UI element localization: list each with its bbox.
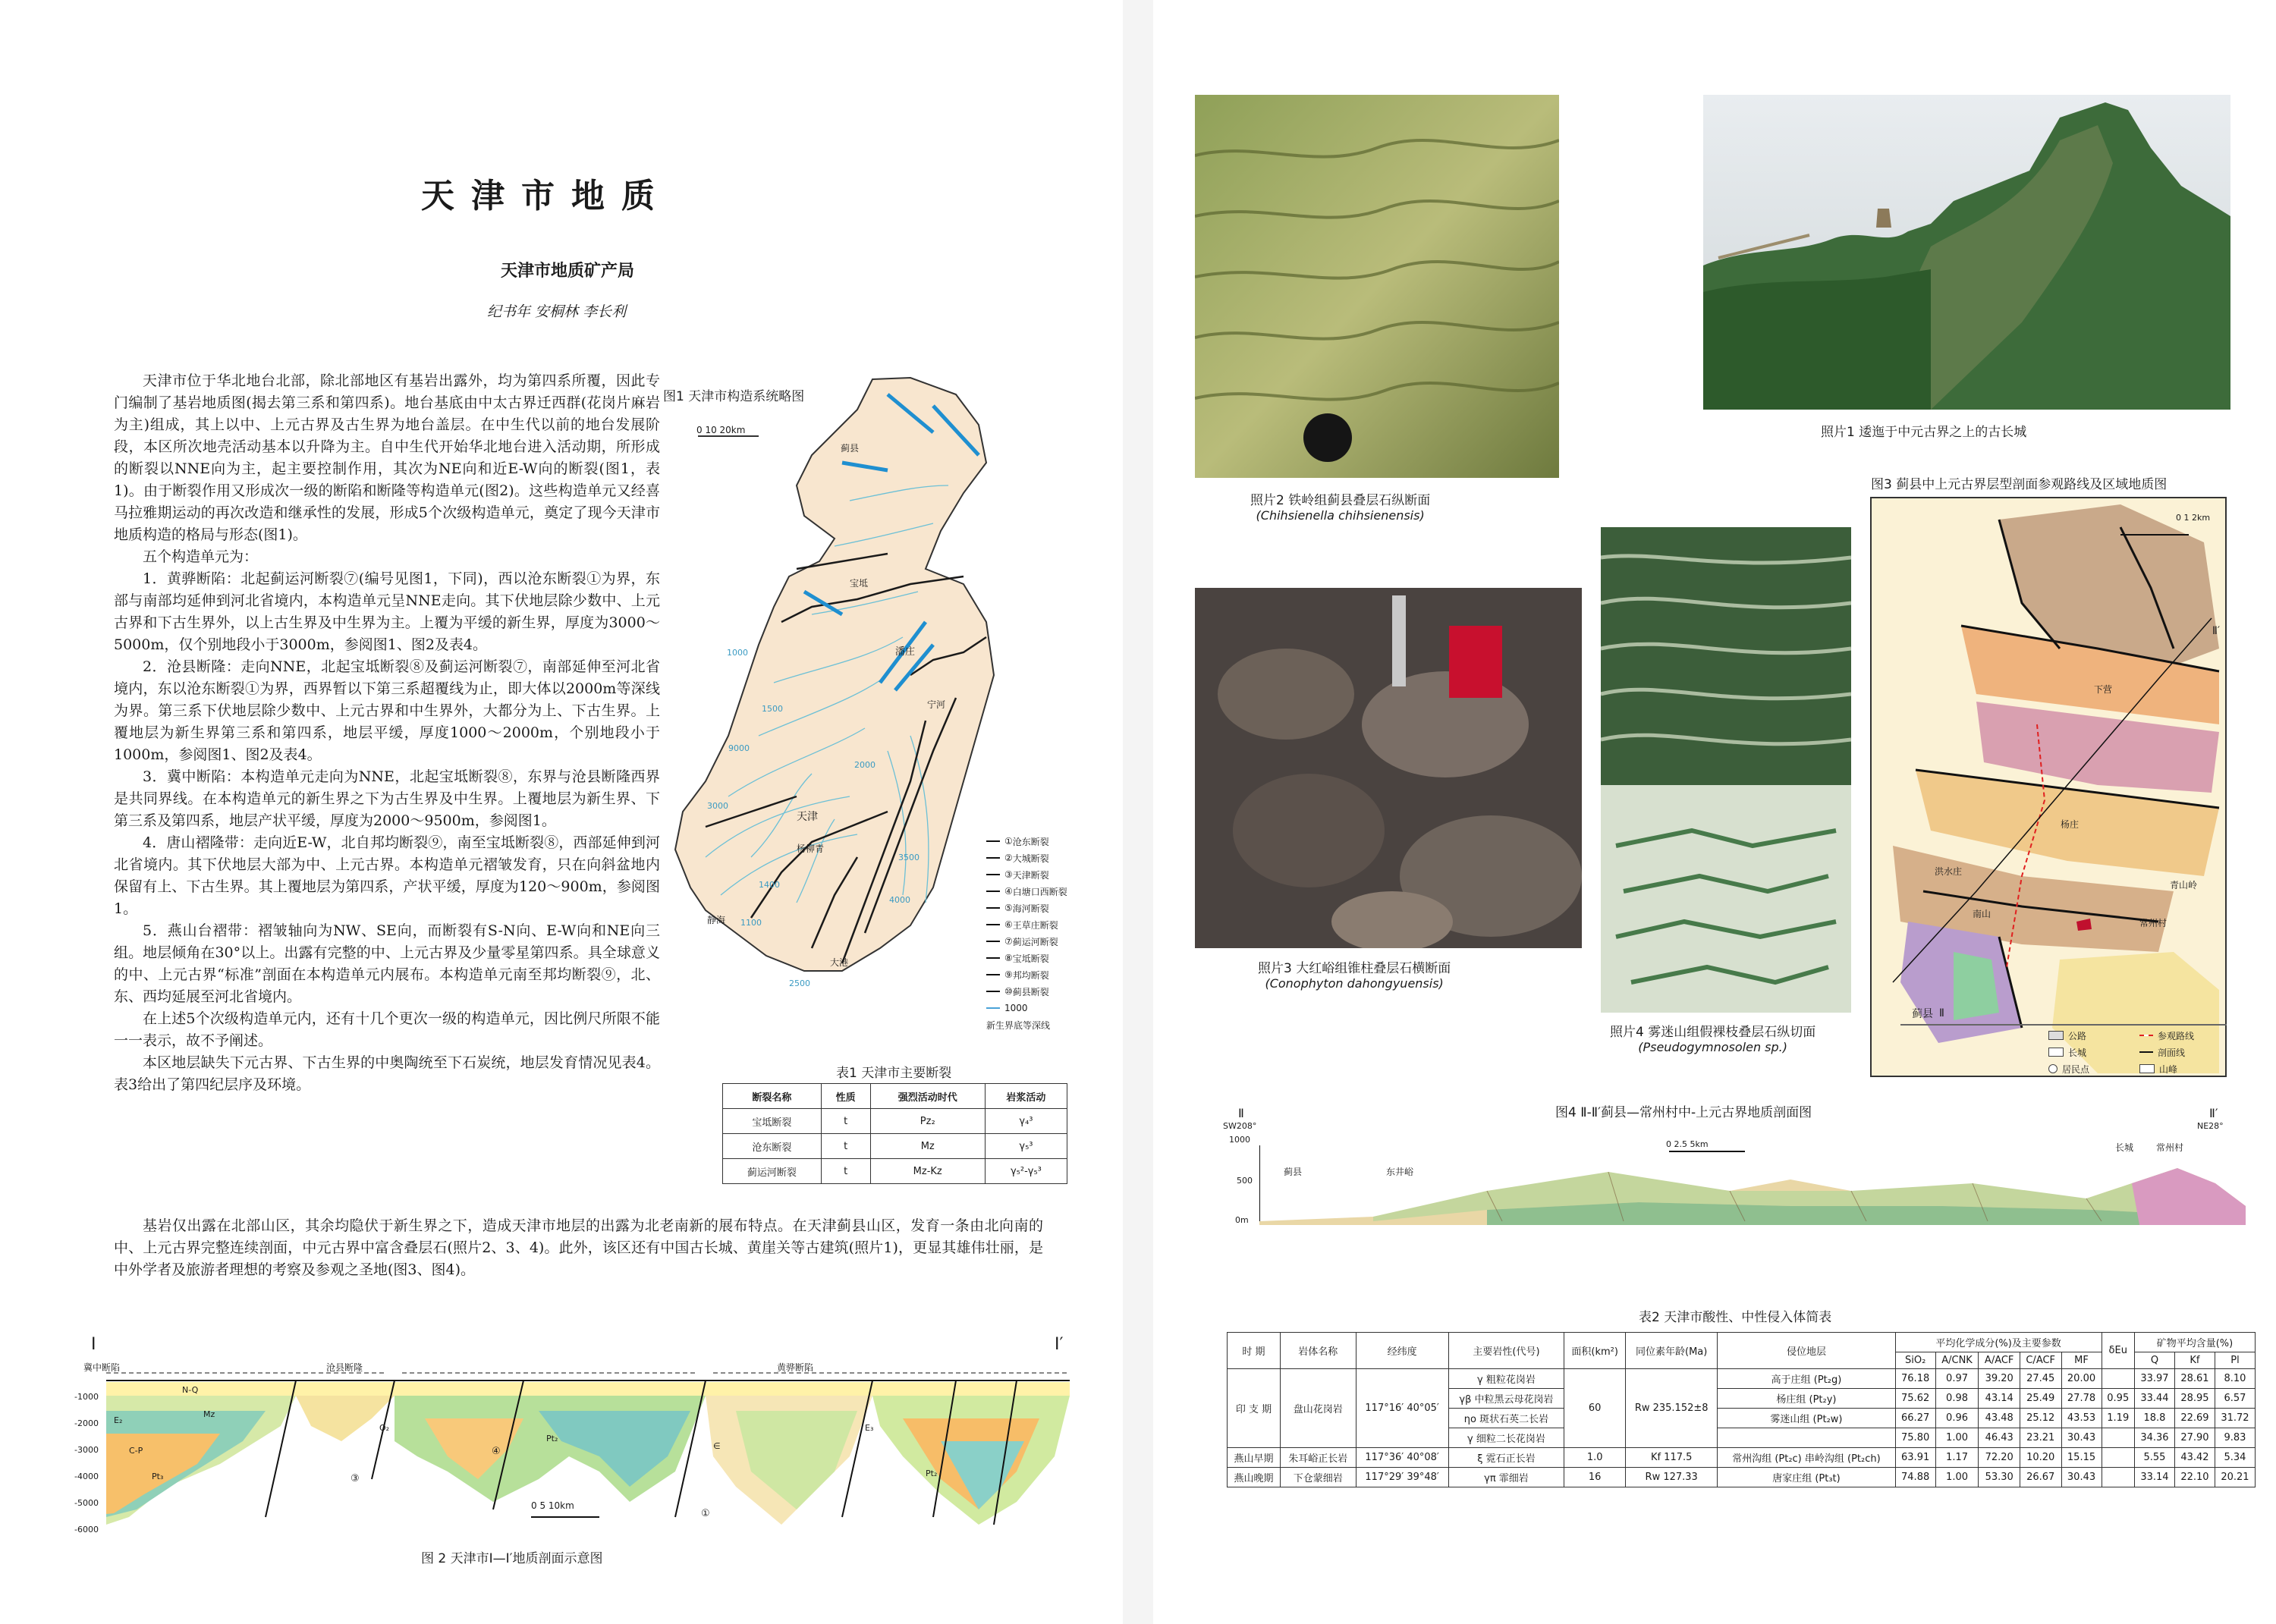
fig2-unit: 冀中断陷 [83, 1362, 121, 1373]
legend-label: 宝坻断裂 [1012, 953, 1049, 964]
table-cell: 39.20 [1979, 1369, 2020, 1389]
table-cell: 1.0 [1564, 1448, 1626, 1468]
legend-item [2139, 1060, 2223, 1077]
table-subheader: SiO₂ [1895, 1352, 1935, 1369]
fig4-title: 图4 Ⅱ-Ⅱ′蓟县—常州村中-上元古界地质剖面图 [1555, 1105, 1812, 1120]
legend-num: ⑥ [1004, 919, 1013, 930]
table-cell: γπ 霏细岩 [1448, 1468, 1564, 1487]
paragraph: 2．沧县断隆：走向NNE，北起宝坻断裂⑧及蓟运河断裂⑦，南部延伸至河北省境内，东以沧东断裂①为界，西界暂以下第三系超覆线为止，即大体以2000m等深线为界。第三系下伏地层除少数中、上元古界和中生界外，大都分为上、下古生界。上覆地层为新生界第三系和第四系，地层平缓，厚度1000～2000m，个别地段小于1000m，参阅图1、图2及表4。 [114, 658, 660, 763]
table-header: 面积(km²) [1564, 1333, 1626, 1369]
legend-label: 长城 [2068, 1047, 2087, 1058]
body-column [114, 370, 660, 1096]
fig3-place: 下营 [2094, 684, 2113, 695]
legend-item [986, 983, 1070, 1000]
fig2-label: O₂ [379, 1423, 390, 1433]
left-page [0, 0, 1123, 1624]
fig4-section [1259, 1138, 2246, 1236]
table-header: 矿物平均含量(%) [2134, 1333, 2255, 1352]
legend-label: 王草庄断裂 [1012, 919, 1058, 931]
table-cell [2102, 1468, 2134, 1487]
table-cell: 27.78 [2061, 1389, 2102, 1409]
legend-num: ② [1004, 853, 1013, 863]
table-cell: 23.21 [2020, 1428, 2061, 1448]
fig2-label: N-Q [182, 1385, 199, 1395]
table-cell: 75.80 [1895, 1428, 1935, 1448]
fig4-end-right: Ⅱ′ [2209, 1106, 2218, 1120]
table-cell: 燕山早期 [1228, 1448, 1281, 1468]
table-subheader: MF [2061, 1352, 2102, 1369]
table-cell: 76.18 [1895, 1369, 1935, 1389]
table-cell: 唐家庄组 (Pt₃t) [1718, 1468, 1895, 1487]
table-cell: γ 粗粒花岗岩 [1448, 1369, 1564, 1389]
paragraph: 天津市位于华北地台北部，除北部地区有基岩出露外，均为第四系所覆，因此专门编制了基岩地质图(揭去第三系和第四系)。地台基底由中太古界迁西群(花岗片麻岩为主)组成，其上以中、上元古界及古生界为地台盖层。在中生代以前的地台发展阶段，本区所次地壳活动基本以升降为主。自中生代开始华北地台进入活动期，所形成的断裂以NNE向为主，起主要控制作用，其次为NE向和近E-W向的断裂(图1，表1)。由于断裂作用又形成次一级的断陷和断隆等构造单元(图2)。这些构造单元又经喜马拉雅期运动的再次改造和继承性的发展，形成5个次级构造单元，奠定了现今天津市地质构造的格局与形态(图1)。 [114, 372, 660, 543]
table-cell: 常州沟组 (Pt₂c) 串岭沟组 (Pt₂ch) [1718, 1448, 1895, 1468]
fig1-place: 宝坻 [850, 578, 869, 589]
table-cell: 盘山花岗岩 [1280, 1369, 1356, 1448]
table-cell: Mz-Kz [870, 1159, 985, 1184]
fig3-place: 南山 [1973, 909, 1992, 919]
swatch [986, 924, 1000, 925]
fig4-y-tick: 500 [1237, 1176, 1253, 1186]
table2 [1227, 1332, 2256, 1487]
fig4-place: 常州村 [2156, 1142, 2184, 1153]
table-cell: 宝坻断裂 [723, 1109, 822, 1134]
legend-item [2139, 1044, 2223, 1060]
table-cell: 高于庄组 (Pt₂g) [1718, 1369, 1895, 1389]
legend-item [986, 950, 1070, 966]
table-subheader: C/ACF [2020, 1352, 2061, 1369]
legend-item [986, 850, 1070, 866]
table-cell: γβ 中粒黑云母花岗岩 [1448, 1389, 1564, 1409]
fig2-fault-num: ④ [492, 1446, 501, 1457]
photo3-image [1195, 588, 1582, 948]
table-cell: Kf 117.5 [1626, 1448, 1718, 1468]
fig4-azi-right: NE28° [2197, 1121, 2224, 1131]
fig3-title: 图3 蓟县中上元古界层型剖面参观路线及区域地质图 [1871, 477, 2168, 492]
table-cell: 30.43 [2061, 1468, 2102, 1487]
fig2-label: C-P [129, 1446, 143, 1456]
fig2-label: Pt₂ [546, 1434, 558, 1443]
table-cell: 9.83 [2215, 1428, 2255, 1448]
table-subheader: A/ACF [1979, 1352, 2020, 1369]
fig1-place: 潘庄 [895, 646, 916, 658]
table-cell: 1.17 [1935, 1448, 1979, 1468]
swatch [986, 857, 1000, 859]
photo1-image [1703, 95, 2230, 410]
table-cell: 28.95 [2174, 1389, 2215, 1409]
table-cell: 燕山晚期 [1228, 1468, 1281, 1487]
table-cell: γ₄³ [985, 1109, 1067, 1134]
table1-caption: 表1 天津市主要断裂 [836, 1066, 952, 1081]
fig2-fault-num: ① [701, 1508, 710, 1519]
table-subheader: A/CNK [1935, 1352, 1979, 1369]
table-cell: 53.30 [1979, 1468, 2020, 1487]
table-cell: γ 细粒二长花岗岩 [1448, 1428, 1564, 1448]
fig1-place: 蓟县 [841, 443, 860, 454]
table-header: 经纬度 [1356, 1333, 1448, 1369]
swatch [2048, 1031, 2064, 1040]
table-row [723, 1159, 1067, 1184]
table-cell: 1.00 [1935, 1428, 1979, 1448]
article-authors: 纪书年 安桐林 李长利 [487, 303, 627, 320]
paragraph: 1．黄骅断陷：北起蓟运河断裂⑦(编号见图1，下同)，西以沧东断裂①为界，东部与南部均延伸到河北省境内，本构造单元呈NNE走向。其下伏地层除少数中、上元古界和下古生界外，以上古生界及中生界为主。上覆为平缓的新生界，厚度为3000～5000m，仅个别地段小于3000m，参阅图1、图2及表4。 [114, 570, 660, 653]
table-cell: 60 [1564, 1369, 1626, 1448]
table-cell: ξ 霓石正长岩 [1448, 1448, 1564, 1468]
photo1-caption: 照片1 逶迤于中元古界之上的古长城 [1821, 425, 2027, 440]
swatch [986, 974, 1000, 975]
swatch [986, 1007, 1000, 1009]
fig2-depth-tick: -6000 [74, 1525, 99, 1534]
fig3-place: 青山岭 [2170, 880, 2198, 891]
table-header: 同位素年龄(Ma) [1626, 1333, 1718, 1369]
table-cell: 0.96 [1935, 1409, 1979, 1428]
fig1-place: 天津 [797, 811, 818, 823]
legend-label: 参观路线 [2158, 1030, 2195, 1041]
table-cell: 20.21 [2215, 1468, 2255, 1487]
table-cell: 66.27 [1895, 1409, 1935, 1428]
legend-item [2048, 1027, 2132, 1044]
fig2-depth-tick: -4000 [74, 1472, 99, 1481]
table-header: 侵位地层 [1718, 1333, 1895, 1369]
table-cell: 1.00 [1935, 1468, 1979, 1487]
table-cell: 28.61 [2174, 1369, 2215, 1389]
fig3-legend [2048, 1027, 2223, 1077]
fig2-depth-tick: -3000 [74, 1445, 99, 1455]
photo3-title: 照片3 大红峪组锥柱叠层石横断面 [1258, 961, 1451, 976]
table-cell: 63.91 [1895, 1448, 1935, 1468]
fig3-place: 常州村 [2139, 918, 2168, 928]
table-subheader: Q [2134, 1352, 2174, 1369]
table-cell: γ₅²-γ₅³ [985, 1159, 1067, 1184]
legend-label: 白塘口西断裂 [1012, 886, 1067, 897]
fig2-label: Mz [203, 1409, 215, 1419]
table-subheader: Pl [2215, 1352, 2255, 1369]
table-cell: 22.69 [2174, 1409, 2215, 1428]
table-cell: 15.15 [2061, 1448, 2102, 1468]
fig1-contour-label: 1400 [759, 880, 780, 890]
table-cell: 27.90 [2174, 1428, 2215, 1448]
fig4-place: 东井峪 [1386, 1167, 1414, 1177]
legend-label: 蓟县断裂 [1012, 986, 1049, 997]
fig4-end-left: Ⅱ [1238, 1106, 1244, 1120]
fig2-end-right: Ⅰ′ [1055, 1335, 1064, 1354]
table-cell: 43.42 [2174, 1448, 2215, 1468]
table-header: δEu [2102, 1333, 2134, 1369]
legend-label: 1000 [1004, 1003, 1028, 1013]
table-header: 岩浆活动 [985, 1084, 1067, 1109]
swatch [986, 874, 1000, 875]
table-cell: 33.44 [2134, 1389, 2174, 1409]
fig1-scale: 0 10 20km [696, 425, 746, 435]
table-cell: 31.72 [2215, 1409, 2255, 1428]
legend-label: 邦均断裂 [1012, 969, 1049, 981]
fig3-section-end: Ⅱ′ [2212, 625, 2221, 637]
paragraph: 基岩仅出露在北部山区，其余均隐伏于新生界之下，造成天津市地层的出露为北老南新的展布特点。在天津蓟县山区，发育一条由北向南的中、上元古界完整连续剖面，中元古界中富含叠层石(照片2、3、4)。此外，该区还有中国古长城、黄崖关等古建筑(照片1)，更显其雄伟壮丽，是中外学者及旅游者理想的考察及参观之圣地(图3、图4)。 [114, 1217, 1043, 1278]
legend-num: ③ [1004, 869, 1013, 880]
table-subheader: Kf [2174, 1352, 2215, 1369]
swatch [2139, 1064, 2155, 1073]
photo3-latin: (Conophyton dahongyuensis) [1265, 976, 1444, 991]
paragraph: 五个构造单元为： [143, 548, 259, 565]
legend-label: 公路 [2068, 1030, 2087, 1041]
fig1-contour-label: 9000 [728, 743, 750, 753]
table-cell: 18.8 [2134, 1409, 2174, 1428]
legend-label: 居民点 [2062, 1063, 2090, 1075]
legend-item [2048, 1044, 2132, 1060]
table-cell: 26.67 [2020, 1468, 2061, 1487]
fig2-depth-tick: -2000 [74, 1418, 99, 1428]
table2-caption: 表2 天津市酸性、中性侵入体简表 [1639, 1310, 1832, 1325]
legend-num: ① [1004, 836, 1013, 847]
table-cell: 33.14 [2134, 1468, 2174, 1487]
swatch [986, 941, 1000, 942]
fig3-place: 洪水庄 [1935, 866, 1963, 877]
paragraph: 在上述5个次级构造单元内，还有十几个更次一级的构造单元，因比例尺所限不能一一表示，故不予阐述。 [114, 1010, 660, 1049]
fig2-caption: 图 2 天津市Ⅰ—Ⅰ′地质剖面示意图 [421, 1551, 603, 1566]
fig4-y-tick: 0m [1235, 1215, 1249, 1225]
paragraph: 4．唐山褶隆带：走向近E-W，北自邦均断裂⑨，南至宝坻断裂⑧，西部延伸到河北省境内。其下伏地层大部为中、上元古界。本构造单元褶皱发育，只在向斜盆地内保留有上、下古生界。其上覆地层为第四系，产状平缓，厚度为120～900m，参阅图1。 [114, 834, 660, 917]
swatch [2048, 1064, 2058, 1073]
table-cell: 117°36′ 40°08′ [1356, 1448, 1448, 1468]
table-cell: 0.95 [2102, 1389, 2134, 1409]
table-cell: 27.45 [2020, 1369, 2061, 1389]
photo4-title: 照片4 雾迷山组假裸枝叠层石纵切面 [1610, 1025, 1816, 1040]
legend-label: 大城断裂 [1012, 853, 1049, 864]
swatch [2139, 1051, 2153, 1053]
table-cell: 30.43 [2061, 1428, 2102, 1448]
table-cell [2102, 1448, 2134, 1468]
fig1-contour-label: 1500 [762, 704, 783, 714]
table-cell: t [821, 1134, 870, 1159]
fig2-end-left: Ⅰ [91, 1335, 96, 1354]
legend-num: ⑧ [1004, 953, 1013, 963]
photo2-image [1195, 95, 1559, 478]
fig1-contour-label: 3000 [707, 801, 728, 811]
table-cell: 33.97 [2134, 1369, 2174, 1389]
table-cell [2102, 1369, 2134, 1389]
photo4-latin: (Pseudogymnosolen sp.) [1638, 1040, 1787, 1054]
table-cell: 5.34 [2215, 1448, 2255, 1468]
legend-label: 天津断裂 [1012, 869, 1049, 881]
legend-item [2139, 1027, 2223, 1044]
table-header: 平均化学成分(%)及主要参数 [1895, 1333, 2102, 1352]
table-row [1228, 1468, 2256, 1487]
swatch [986, 957, 1000, 959]
legend-item [986, 933, 1070, 950]
legend-label: 海河断裂 [1012, 903, 1049, 914]
fig1-contour-label: 4000 [889, 895, 910, 905]
paragraph: 5．燕山台褶带：褶皱轴向为NW、SE向，而断裂有S-N向、E-W向和NE向三组。地层倾角在30°以上。出露有完整的中、上元古界及少量零星第四系。具全球意义的中、上元古界“标准”剖面在本构造单元内展布。本构造单元南至邦均断裂⑨，北、东、西均延展至河北省境内。 [114, 922, 660, 1005]
table-cell: 43.53 [2061, 1409, 2102, 1428]
table-row [723, 1134, 1067, 1159]
table-cell: 下仓蒙细岩 [1280, 1468, 1356, 1487]
table-cell: 117°29′ 39°48′ [1356, 1468, 1448, 1487]
legend-num: ⑤ [1004, 903, 1013, 913]
table-header: 主要岩性(代号) [1448, 1333, 1564, 1369]
fig1-place: 宁河 [927, 699, 946, 710]
body-full-width [114, 1215, 1043, 1281]
table-cell: γ₅³ [985, 1134, 1067, 1159]
photo2-latin: (Chihsienella chihsienensis) [1256, 508, 1425, 523]
table-cell: 43.14 [1979, 1389, 2020, 1409]
legend-num: ⑩ [1004, 986, 1013, 997]
legend-item [986, 883, 1070, 900]
swatch [986, 840, 1000, 842]
legend-num: ⑨ [1004, 969, 1013, 980]
fig2-label: ∈ [713, 1441, 721, 1451]
table-cell: 雾迷山组 (Pt₂w) [1718, 1409, 1895, 1428]
swatch [2139, 1035, 2153, 1036]
table-cell: 72.20 [1979, 1448, 2020, 1468]
fig3-section-start: Ⅱ [1939, 1007, 1944, 1019]
table-cell [2102, 1428, 2134, 1448]
fig2-section [68, 1365, 1085, 1532]
table-cell: 1.19 [2102, 1409, 2134, 1428]
legend-item [986, 866, 1070, 883]
legend-num: ⑦ [1004, 936, 1013, 947]
fig2-label: E₃ [865, 1423, 874, 1433]
fig4-place: 长城 [2115, 1142, 2134, 1153]
legend-label: 新生界底等深线 [986, 1019, 1051, 1031]
table-cell: 沧东断裂 [723, 1134, 822, 1159]
legend-label: 沧东断裂 [1012, 836, 1049, 847]
fig4-place: 蓟县 [1284, 1167, 1303, 1177]
table-cell: 10.20 [2020, 1448, 2061, 1468]
legend-item [986, 966, 1070, 983]
table-cell: 25.12 [2020, 1409, 2061, 1428]
fig2-unit: 黄骅断陷 [777, 1362, 814, 1373]
fig2-depth-tick: -1000 [74, 1392, 99, 1402]
table-cell: 22.10 [2174, 1468, 2215, 1487]
fig2-fault-num: ③ [351, 1473, 360, 1484]
table-cell: 0.98 [1935, 1389, 1979, 1409]
table-header: 断裂名称 [723, 1084, 822, 1109]
fig2-depth-tick: -5000 [74, 1498, 99, 1508]
legend-item [986, 1000, 1070, 1016]
fig2-label: Pt₃ [152, 1472, 164, 1481]
legend-item [986, 900, 1070, 916]
table-header: 时 期 [1228, 1333, 1281, 1369]
table-cell: 5.55 [2134, 1448, 2174, 1468]
legend-item [2048, 1060, 2132, 1077]
table-cell: 朱耳峪正长岩 [1280, 1448, 1356, 1468]
legend-label: 山峰 [2159, 1063, 2178, 1075]
fig3-place: 杨庄 [2061, 819, 2080, 830]
fig2-label: E₂ [114, 1415, 123, 1425]
fig1-place: 大港 [830, 957, 849, 968]
table-cell: 16 [1564, 1468, 1626, 1487]
photo2-caption [1250, 489, 1430, 523]
fig1-contour-label: 1000 [727, 648, 748, 658]
table-cell: t [821, 1159, 870, 1184]
legend-item [986, 1016, 1070, 1033]
fig1-caption: 图1 天津市构造系统略图 [663, 389, 805, 404]
fig2-unit: 沧县断隆 [326, 1362, 363, 1373]
fig3-place: 蓟县 [1912, 1008, 1933, 1020]
swatch [986, 907, 1000, 909]
table-cell: 20.00 [2061, 1369, 2102, 1389]
legend-item [986, 916, 1070, 933]
legend-num: ④ [1004, 886, 1013, 897]
table-cell: 杨庄组 (Pt₂y) [1718, 1389, 1895, 1409]
fig4-azi-left: SW208° [1223, 1121, 1257, 1131]
legend-item [986, 833, 1070, 850]
right-page [1153, 0, 2276, 1624]
fig1-contour-label: 3500 [898, 853, 920, 862]
article-title: 天津市地质 [421, 177, 671, 215]
table-cell: 34.36 [2134, 1428, 2174, 1448]
table-cell: 6.57 [2215, 1389, 2255, 1409]
table-row [1228, 1448, 2256, 1468]
table-cell: 蓟运河断裂 [723, 1159, 822, 1184]
table-row [1228, 1369, 2256, 1389]
fig1-contour-label: 2500 [789, 978, 810, 988]
photo4-image [1601, 527, 1851, 1013]
table-cell: t [821, 1109, 870, 1134]
photo3-caption [1258, 957, 1451, 991]
fig1-place: 杨柳青 [797, 843, 825, 854]
fig1-legend [986, 833, 1070, 1033]
fig4-y-tick: 1000 [1229, 1135, 1250, 1145]
legend-label: 蓟运河断裂 [1012, 936, 1058, 947]
photo2-title: 照片2 铁岭组蓟县叠层石纵断面 [1250, 493, 1431, 508]
table-cell: 印 支 期 [1228, 1369, 1281, 1448]
legend-label: 剖面线 [2158, 1047, 2186, 1058]
table-cell: Rw 127.33 [1626, 1468, 1718, 1487]
swatch [2048, 1048, 2064, 1057]
table-cell: Mz [870, 1134, 985, 1159]
swatch [986, 891, 1000, 892]
fig1-contour-label: 2000 [854, 760, 876, 770]
table-cell [1718, 1428, 1895, 1448]
table-cell: 8.10 [2215, 1369, 2255, 1389]
table-cell: 46.43 [1979, 1428, 2020, 1448]
table-cell: 117°16′ 40°05′ [1356, 1369, 1448, 1448]
table-cell: 25.49 [2020, 1389, 2061, 1409]
fig2-label: Pt₂ [926, 1469, 938, 1478]
fig3-map [1870, 497, 2227, 1077]
table-header: 性质 [821, 1084, 870, 1109]
table-cell: Pz₂ [870, 1109, 985, 1134]
table-cell: 75.62 [1895, 1389, 1935, 1409]
paragraph: 本区地层缺失下元古界、下古生界的中奥陶统至下石炭统，地层发育情况见表4。表3给出了第四纪层序及环境。 [114, 1054, 660, 1093]
fig1-contour-label: 1100 [740, 918, 762, 928]
fig3-scale: 0 1 2km [2176, 513, 2211, 523]
page-gutter [1123, 0, 1153, 1624]
table-cell: 74.88 [1895, 1468, 1935, 1487]
article-org: 天津市地质矿产局 [501, 262, 635, 281]
table-cell: ηο 斑状石英二长岩 [1448, 1409, 1564, 1428]
fig1-place: 静海 [707, 915, 726, 925]
paragraph: 3．冀中断陷：本构造单元走向为NNE，北起宝坻断裂⑧，东界与沧县断隆西界是共同界线。在本构造单元的新生界之下为古生界及中生界。上覆地层为新生界、下第三系及第四系，地层产状平缓，厚度为2000～9500m，参阅图1。 [114, 768, 660, 829]
table-cell: Rw 235.152±8 [1626, 1369, 1718, 1448]
table-header: 强烈活动时代 [870, 1084, 985, 1109]
photo4-caption [1610, 1021, 1815, 1054]
table-row [723, 1109, 1067, 1134]
swatch [986, 991, 1000, 992]
table-cell: 0.97 [1935, 1369, 1979, 1389]
table-header: 岩体名称 [1280, 1333, 1356, 1369]
table-cell: 43.48 [1979, 1409, 2020, 1428]
table1 [722, 1083, 1067, 1184]
fig2-scale: 0 5 10km [531, 1500, 574, 1511]
fig4-scale: 0 2.5 5km [1666, 1139, 1709, 1149]
